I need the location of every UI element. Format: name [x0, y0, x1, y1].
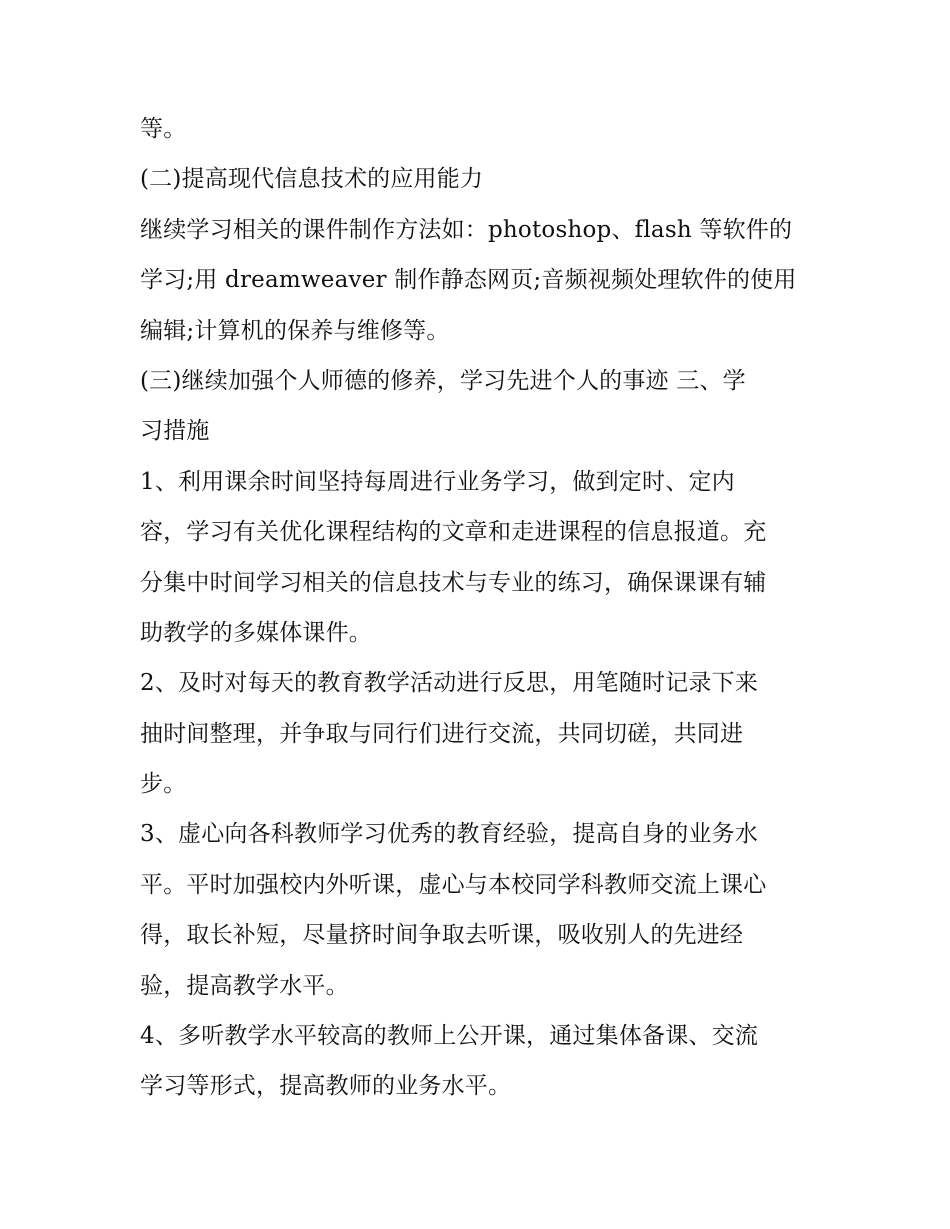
text-line: 平。平时加强校内外听课，虚心与本校同学科教师交流上课心 [140, 871, 767, 898]
text-line: 得，取长补短，尽量挤时间争取去听课，吸收别人的先进经 [140, 922, 744, 949]
text-line: 验，提高教学水平。 [140, 972, 349, 999]
text-line: 容，学习有关优化课程结构的文章和走进课程的信息报道。充 [140, 519, 767, 546]
text-line: 助教学的多媒体课件。 [140, 619, 372, 646]
text-line: 分集中时间学习相关的信息技术与专业的练习，确保课课有辅 [140, 569, 767, 596]
text-line: 习措施 [140, 418, 210, 445]
section-heading-2: (二)提高现代信息技术的应用能力 [140, 166, 484, 193]
measure-item-3: 3、虚心向各科教师学习优秀的教育经验，提高自身的业务水 [140, 821, 759, 848]
text-line: 步。 [140, 771, 187, 798]
measure-item-4: 4、多听教学水平较高的教师上公开课，通过集体备课、交流 [140, 1023, 759, 1050]
text-line: 学习等形式，提高教师的业务水平。 [140, 1073, 512, 1100]
measure-item-1: 1、利用课余时间坚持每周进行业务学习，做到定时、定内 [140, 468, 735, 495]
document-body [140, 104, 830, 1112]
text-line: 抽时间整理，并争取与同行们进行交流，共同切磋，共同进 [140, 720, 744, 747]
text-line: 等。 [140, 116, 187, 142]
measure-item-2: 2、及时对每天的教育教学活动进行反思，用笔随时记录下来 [140, 670, 759, 697]
text-line: 继续学习相关的课件制作方法如：photoshop、flash 等软件的 [140, 216, 793, 243]
text-line: 编辑;计算机的保养与维修等。 [140, 317, 450, 344]
text-line: 学习;用 dreamweaver 制作静态网页;音频视频处理软件的使用 [140, 267, 797, 294]
section-heading-3: (三)继续加强个人师德的修养，学习先进个人的事迹 三、学 [140, 367, 746, 394]
